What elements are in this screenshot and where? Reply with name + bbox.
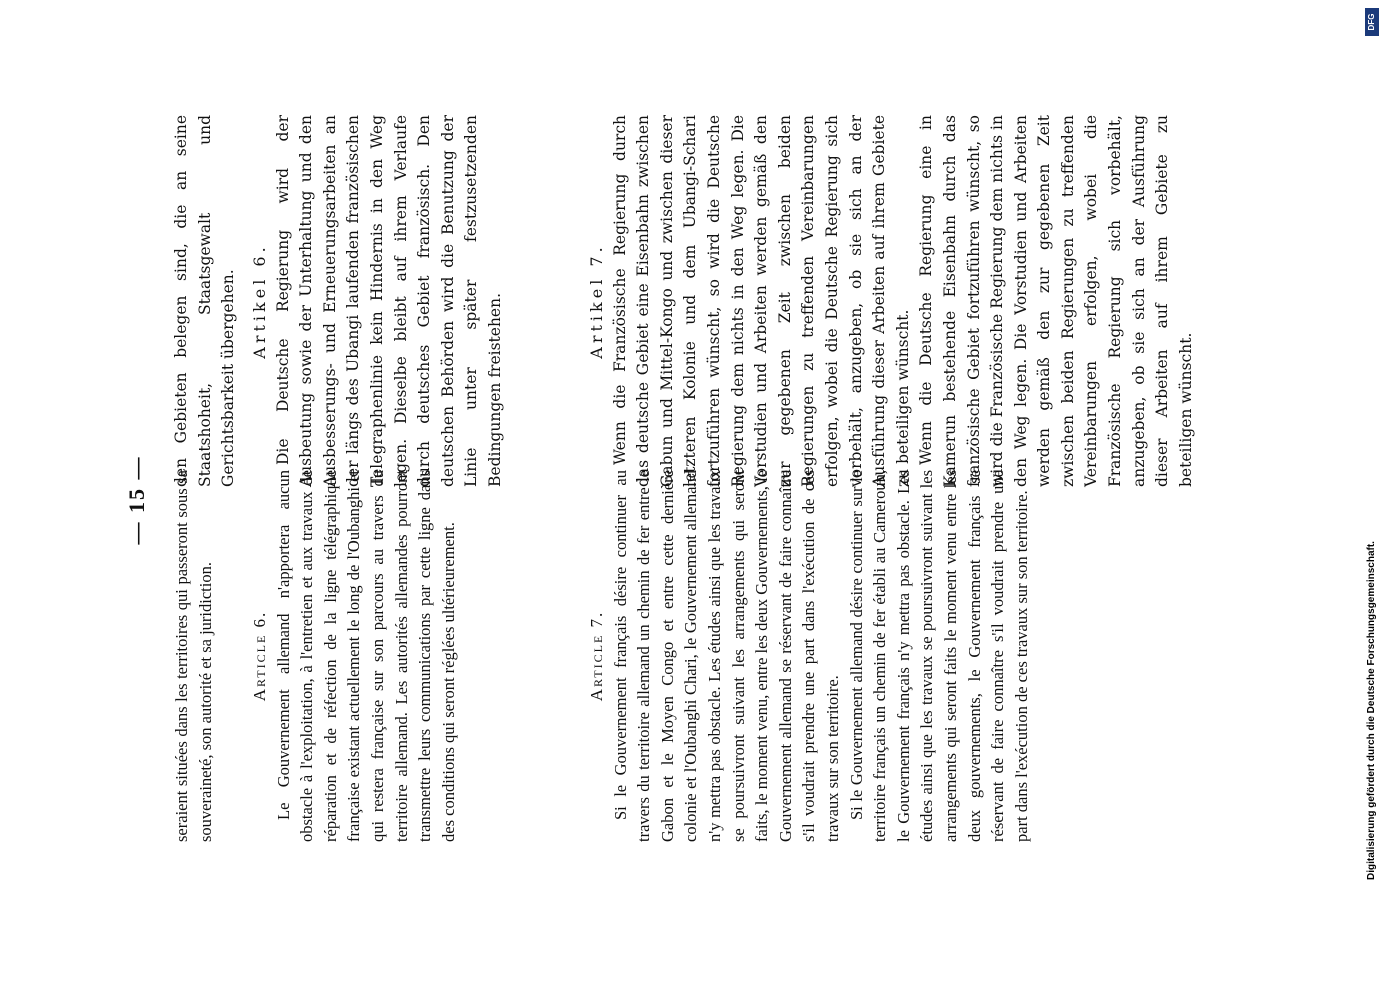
french-article-6-heading: Article 6. (250, 610, 269, 702)
french-article-7-heading: Article 7. (587, 610, 606, 702)
page-number: — 15 — (124, 455, 149, 545)
german-article-6 (248, 115, 508, 487)
french-article-7 (585, 470, 1033, 842)
french-article-7-paragraph-1: Si le Gouvernement français désire continuer au travers du territoire allemand un chemin de fer entre le Gabon et le Moyen Congo et entre cette dernière colonie et l'Oubanghi Chari, le Gouvernement allemand n'y mettra pas obstacle. Les études ainsi que les travaux se poursuivront suivant les arrangements qui seront faits, le moment venu, entre les deux Gouvernements, le Gouvernement allemand se réservant de faire connaître s'il voudrait prendre une part dans l'exécution de ces travaux sur son territoire. (610, 470, 842, 842)
french-continuation-paragraph: seraient situées dans les territoires qui passeront sous sa souveraineté, son autorité et sa juridiction. (172, 470, 215, 842)
german-continuation-block (170, 115, 241, 487)
dfg-logo (1365, 8, 1379, 36)
funding-note: Digitalisierung gefördert durch die Deutsche Forschungsgemeinschaft. (1366, 541, 1377, 880)
french-article-6 (248, 470, 460, 842)
french-article-7-paragraph-2: Si le Gouvernement allemand désire continuer sur le territoire français un chemin de fer établi au Cameroun, le Gouvernement français n'y mettra pas obstacle. Les études ainsi que les travaux se poursuivront suivant les arrangements qui seront faits le moment venu entre les deux gouvernements, le Gouvernement français se réservant de faire connaître s'il voudrait prendre une part dans l'exécution de ces travaux sur son territoire. (846, 470, 1031, 842)
german-article-7-paragraph-1: Wenn die Französische Regierung durch das deutsche Gebiet eine Eisenbahn zwischen Gabun und Mittel-Kongo und zwischen dieser letzteren Kolonie und dem Ubangi-Schari fortzuführen wünscht, so wird die Deutsche Regierung dem nichts in den Weg legen. Die Vorstudien und Arbeiten werden gemäß den zur gegebenen Zeit zwischen beiden Regierungen zu treffenden Vereinbarungen erfolgen, wobei die Deutsche Regierung sich vorbehält, anzugeben, ob sie sich an der Ausführung dieser Arbeiten auf ihrem Gebiete zu beteiligen wünscht. (610, 115, 912, 487)
german-article-7-paragraph-2: Wenn die Deutsche Regierung eine in Kamerun bestehende Eisenbahn durch das französische Gebiet fortzuführen wünscht, so wird die Französische Regierung dem nichts in den Weg legen. Die Vorstudien und Arbeiten werden gemäß den zur gegebenen Zeit zwischen beiden Regierungen zu treffenden Vereinbarungen erfolgen, wobei die Französische Regierung sich vorbehält, anzugeben, ob sie sich an der Ausführung dieser Arbeiten auf ihrem Gebiete zu beteiligen wünscht. (917, 115, 1195, 487)
french-continuation-block (170, 470, 217, 842)
german-article-6-heading: Artikel 6. (250, 243, 269, 359)
french-article-6-paragraph: Le Gouvernement allemand n'apportera aucun obstacle à l'exploitation, à l'entretien et aux travaux de réparation et de réfection de la ligne télégraphique française existant actuellement le long de l'Oubanghi et qui restera française sur son parcours au travers du territoire allemand. Les autorités allemandes pourront transmettre leurs communications par cette ligne dans des conditions qui seront réglées ultérieurement. (273, 470, 458, 842)
dfg-logo-text: DFG (1367, 13, 1376, 31)
german-article-7-heading: Artikel 7. (587, 243, 606, 359)
german-article-7 (585, 115, 1198, 487)
german-article-6-paragraph: Die Deutsche Regierung wird der Ausbeutung sowie der Unterhaltung und den Ausbesserungs- und Erneuerungsarbeiten an der längs des Ubangi laufenden französischen Telegraphenlinie kein Hindernis in den Weg legen. Dieselbe bleibt auf ihrem Verlaufe durch deutsches Gebiet französisch. Den deutschen Behörden wird die Benutzung der Linie unter später festzusetzenden Bedingungen freistehen. (273, 115, 504, 487)
german-continuation-paragraph: den Gebieten belegen sind, die an seine Staatshoheit, Staatsgewalt und Gerichtsbarkeit übergehen. (172, 115, 238, 487)
